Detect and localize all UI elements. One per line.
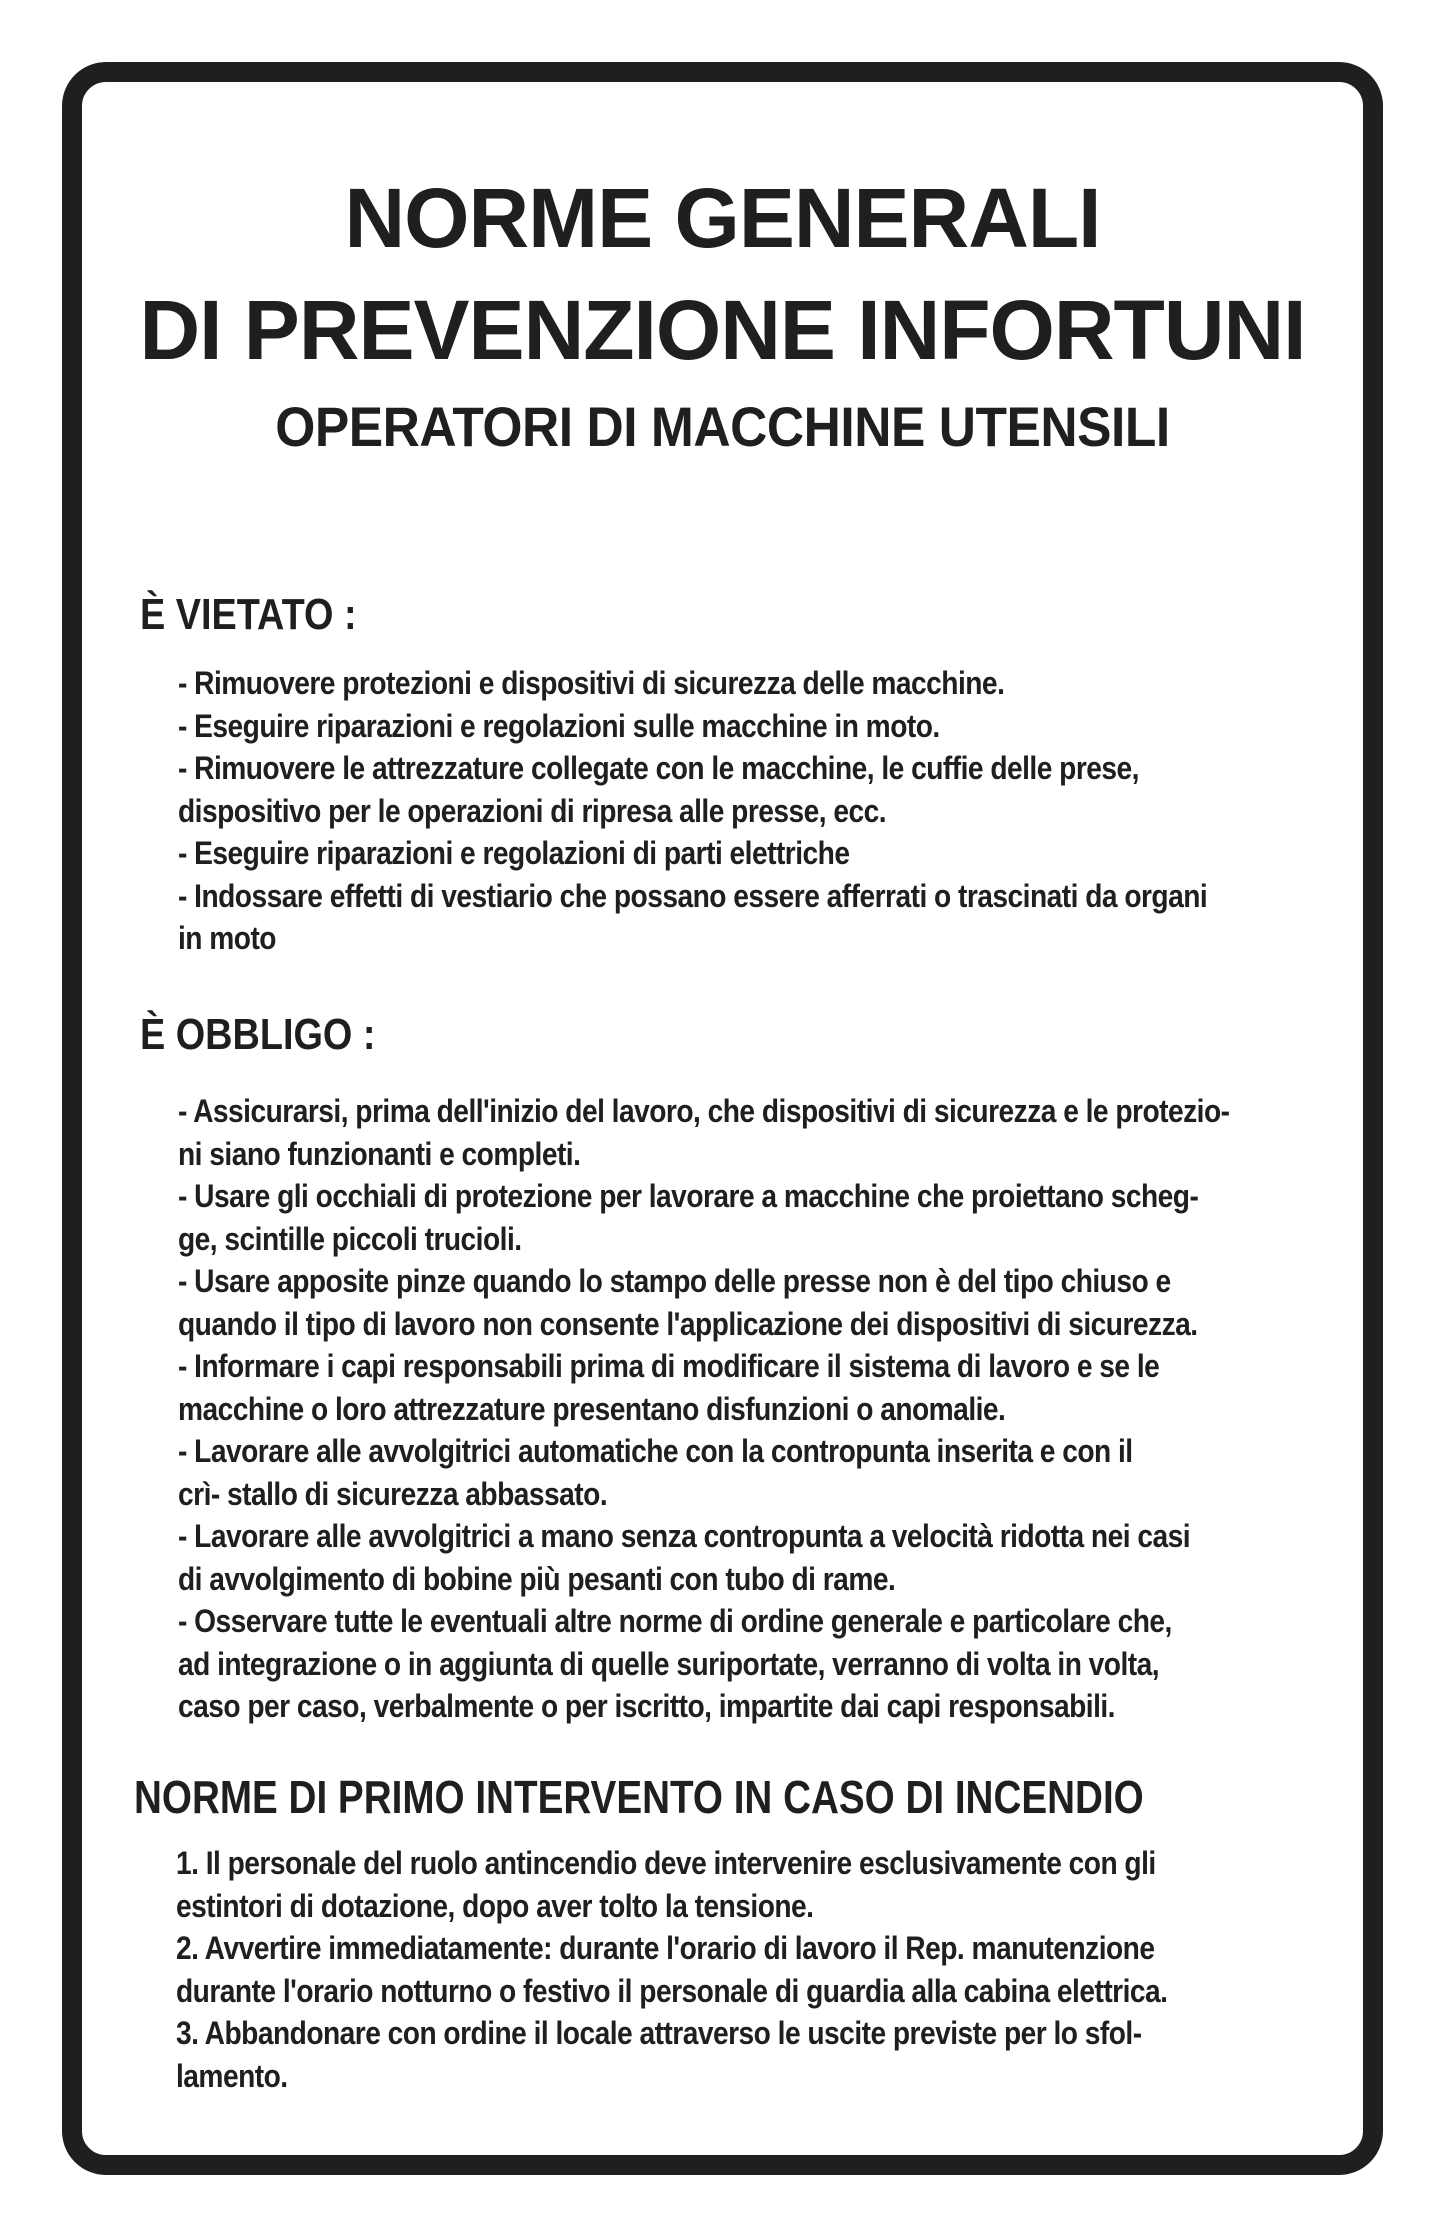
- list-item: 1. Il personale del ruolo antincendio deve intervenire esclusivamente con gli: [176, 1845, 1156, 1881]
- list-item: dispositivo per le operazioni di ripresa alle presse, ecc.: [178, 792, 887, 829]
- list-item: caso per caso, verbalmente o per iscritto, impartite dai capi responsabili.: [178, 1688, 1115, 1724]
- list-item: macchine o loro attrezzature presentano disfunzioni o anomalie.: [178, 1390, 1006, 1427]
- list-item: - Informare i capi responsabili prima di modificare il sistema di lavoro e se le: [178, 1348, 1160, 1384]
- list-item: - Rimuovere le attrezzature collegate con le macchine, le cuffie delle prese,: [178, 750, 1139, 786]
- list-item: crì- stallo di sicurezza abbassato.: [178, 1475, 608, 1512]
- fire-procedure-list: [176, 1842, 1346, 2097]
- prohibited-list: [178, 662, 1348, 960]
- list-item: estintori di dotazione, dopo aver tolto la tensione.: [176, 1887, 814, 1924]
- list-item: - Indossare effetti di vestiario che possano essere afferrati o trascinati da organi: [178, 877, 1208, 914]
- list-item: - Eseguire riparazioni e regolazioni sulle macchine in moto.: [178, 707, 940, 744]
- list-item: 3. Abbandonare con ordine il locale attraverso le uscite previste per lo sfol-: [176, 2015, 1142, 2051]
- safety-sign: [62, 62, 1383, 2175]
- list-item: - Rimuovere protezioni e dispositivi di sicurezza delle macchine.: [178, 665, 1005, 701]
- list-item: ge, scintille piccoli trucioli.: [178, 1220, 522, 1257]
- list-item: - Assicurarsi, prima dell'inizio del lavoro, che dispositivi di sicurezza e le protezio-: [178, 1093, 1230, 1129]
- list-item: - Usare gli occhiali di protezione per lavorare a macchine che proiettano scheg-: [178, 1178, 1199, 1214]
- list-item: 2. Avvertire immediatamente: durante l'orario di lavoro il Rep. manutenzione: [176, 1930, 1155, 1966]
- list-item: - Lavorare alle avvolgitrici automatiche con la contropunta inserita e con il: [178, 1433, 1133, 1469]
- list-item: ad integrazione o in aggiunta di quelle suriportate, verranno di volta in volta,: [178, 1645, 1160, 1682]
- list-item: di avvolgimento di bobine più pesanti con tubo di rame.: [178, 1560, 896, 1597]
- list-item: quando il tipo di lavoro non consente l'applicazione dei dispositivi di sicurezza.: [178, 1305, 1198, 1342]
- sign-title-line-2: DI PREVENZIONE INFORTUNI: [139, 283, 1306, 377]
- prohibited-heading: È VIETATO :: [140, 590, 357, 639]
- mandatory-heading: È OBBLIGO :: [140, 1010, 376, 1059]
- list-item: ni siano funzionanti e completi.: [178, 1135, 581, 1172]
- sign-title-line-1: NORME GENERALI: [344, 171, 1101, 265]
- list-item: - Usare apposite pinze quando lo stampo delle presse non è del tipo chiuso e: [178, 1263, 1171, 1299]
- fire-procedure-heading: NORME DI PRIMO INTERVENTO IN CASO DI INCENDIO: [134, 1771, 1144, 1823]
- list-item: lamento.: [176, 2057, 288, 2094]
- list-item: in moto: [178, 920, 276, 956]
- list-item: - Eseguire riparazioni e regolazioni di parti elettriche: [178, 835, 850, 871]
- list-item: - Lavorare alle avvolgitrici a mano senza contropunta a velocità ridotta nei casi: [178, 1518, 1191, 1554]
- mandatory-list: [178, 1090, 1348, 1728]
- sign-subtitle: OPERATORI DI MACCHINE UTENSILI: [275, 395, 1170, 458]
- list-item: durante l'orario notturno o festivo il personale di guardia alla cabina elettrica.: [176, 1972, 1168, 2009]
- list-item: - Osservare tutte le eventuali altre norme di ordine generale e particolare che,: [178, 1603, 1172, 1639]
